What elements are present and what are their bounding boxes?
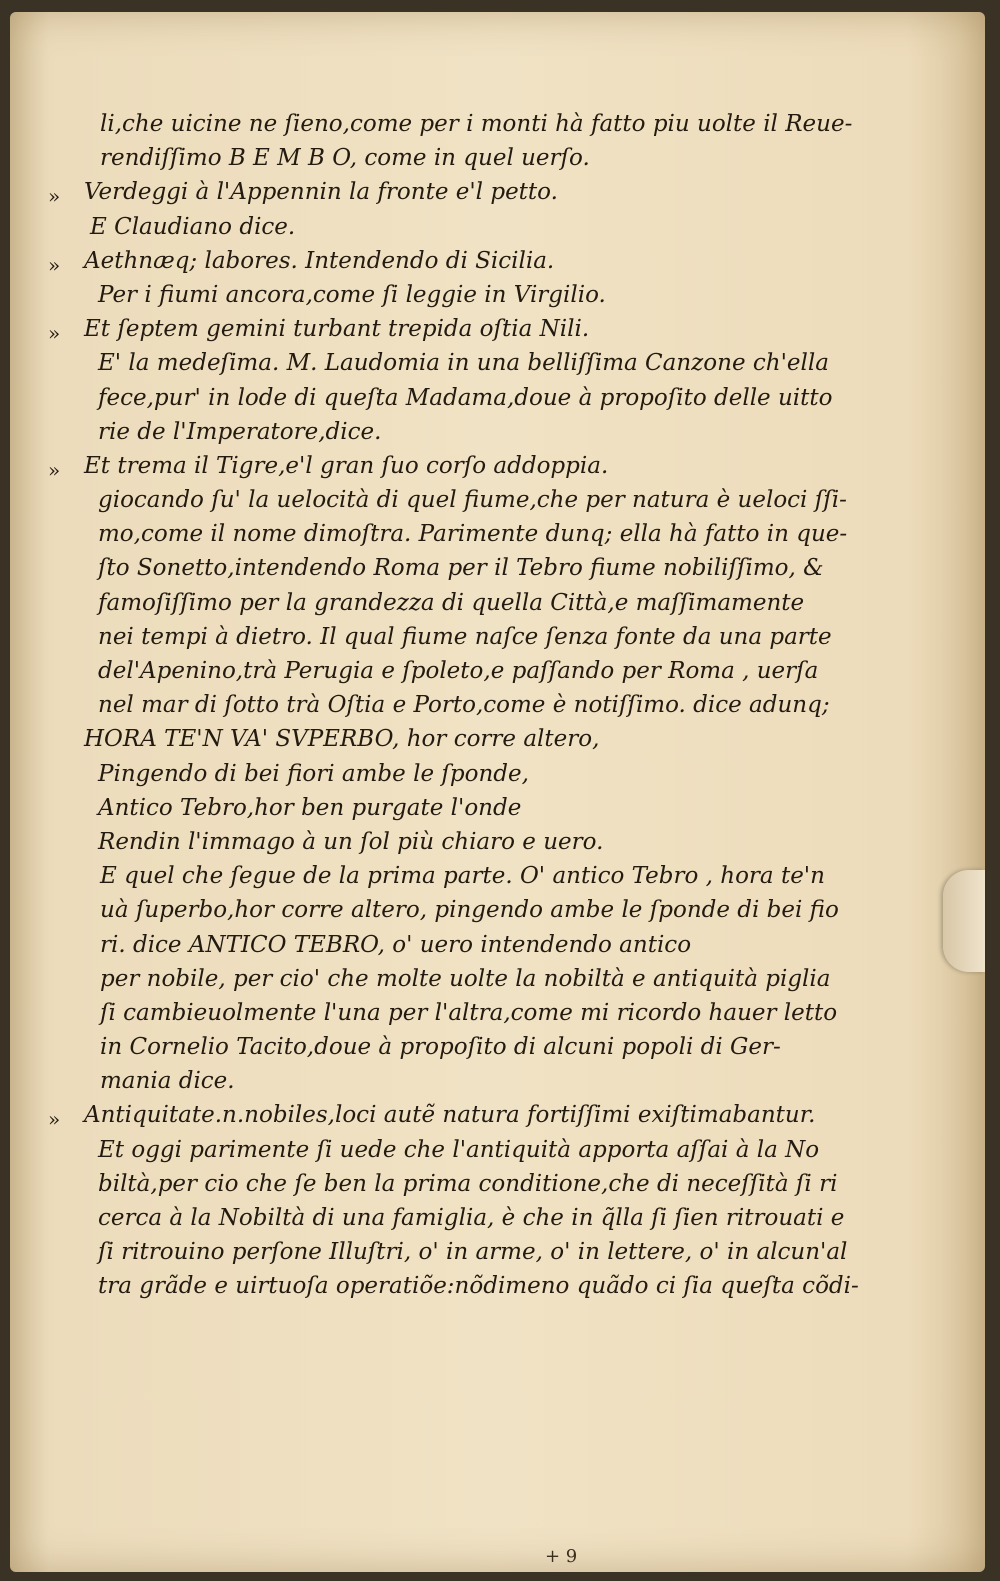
quotation-mark: »: [48, 457, 61, 482]
signature-mark: + 9: [545, 1546, 578, 1567]
quotation-mark: »: [48, 321, 61, 346]
line-text: Aethnæq; labores. Intendendo di Sicilia.: [84, 247, 555, 274]
line-text: fece,pur' in lode di queſta Madama,doue à propoſito delle uitto: [98, 384, 833, 411]
text-line: [72, 107, 853, 141]
text-line: [72, 415, 772, 449]
text-line: [72, 688, 830, 722]
line-text: Et ſeptem gemini turbant trepida oſtia Nili.: [84, 316, 590, 343]
text-line: [72, 1235, 848, 1269]
text-line: [72, 483, 847, 517]
line-text: Et trema il Tigre,e'l gran ſuo corſo addoppia.: [84, 452, 609, 479]
quotation-mark: »: [48, 252, 61, 277]
text-line: [72, 996, 838, 1030]
line-text: del'Apenino,trà Perugia e ſpoleto,e paſſando per Roma , uerſa: [98, 658, 819, 684]
line-text: mo,come il nome dimoſtra. Parimente dunq; ella hà fatto in que-: [98, 521, 848, 548]
text-line: [72, 859, 825, 893]
text-line: [72, 551, 824, 585]
page-text: [48, 107, 859, 1304]
line-text: rendiſſimo B E M B O, come in quel uerſo.: [100, 145, 590, 172]
text-line: [72, 141, 772, 175]
quotation-mark: »: [48, 1107, 61, 1132]
line-text: E' la medeſima. M. Laudomia in una belliſſima Canzone ch'ella: [98, 350, 829, 377]
text-line: [72, 893, 839, 927]
text-line: [72, 517, 848, 551]
line-text: Pingendo di bei fiori ambe le ſponde,: [98, 760, 529, 787]
line-text: in Cornelio Tacito,doue à propoſito di alcuni popoli di Ger-: [100, 1034, 781, 1061]
line-text: li,che uicine ne ſieno,come per i monti hà fatto piu uolte il Reue-: [100, 111, 853, 137]
text-line: [48, 449, 772, 483]
text-line: [48, 1098, 816, 1132]
line-text: per nobile, per cio' che molte uolte la nobiltà e antiquità piglia: [100, 965, 831, 992]
quotation-mark: »: [48, 184, 61, 209]
text-line: [72, 278, 772, 312]
line-text: E quel che ſegue de la prima parte. O' antico Tebro , hora te'n: [100, 863, 825, 890]
line-text: ſto Sonetto,intendendo Roma per il Tebro fiume nobiliſſimo, &: [98, 555, 824, 582]
text-line: [72, 722, 772, 756]
line-text: Per i fiumi ancora,come ſi leggie in Virgilio.: [98, 281, 606, 308]
text-line: [48, 244, 772, 278]
text-line: [72, 825, 772, 859]
text-line: [72, 654, 819, 688]
line-text: Et oggi parimente ſi uede che l'antiquità apporta aſſai à la No: [98, 1136, 820, 1163]
text-line: [72, 210, 772, 244]
page-tab: [943, 870, 985, 972]
text-line: [48, 175, 772, 209]
text-line: [72, 1064, 772, 1098]
line-text: ri. dice ANTICO TEBRO, o' uero intendendo antico: [100, 931, 692, 958]
line-text: Verdeggi à l'Appennin la fronte e'l petto.: [84, 179, 558, 206]
text-line: [72, 1030, 781, 1064]
text-line: [72, 757, 772, 791]
line-text: nel mar di ſotto trà Oſtia e Porto,come è notiſſimo. dice adunq;: [98, 692, 830, 719]
line-text: tra grãde e uirtuoſa operatiõe:nõdimeno quãdo ci ſia queſta cõdi-: [98, 1273, 859, 1300]
line-text: cerca à la Nobiltà di una famiglia, è che in q̃lla ſi ſien ritrouati e: [98, 1205, 845, 1231]
text-line: [72, 928, 772, 962]
line-text: biltà,per cio che ſe ben la prima conditione,che di neceſſità ſi ri: [98, 1170, 838, 1197]
line-text: Antico Tebro,hor ben purgate l'onde: [98, 794, 522, 821]
line-text: E Claudiano dice.: [90, 213, 296, 240]
line-text: ſi cambieuolmente l'una per l'altra,come mi ricordo hauer letto: [100, 999, 838, 1026]
line-text: nei tempi à dietro. Il qual fiume naſce ſenza fonte da una parte: [98, 623, 832, 650]
text-line: [72, 962, 831, 996]
text-line: [72, 1269, 859, 1303]
line-text: Rendin l'immago à un ſol più chiaro e uero.: [98, 828, 604, 855]
text-line: [48, 312, 772, 346]
line-text: rie de l'Imperatore,dice.: [98, 418, 382, 445]
line-text: HORA TE'N VA' SVPERBO, hor corre altero,: [84, 726, 600, 753]
text-line: [72, 1133, 820, 1167]
text-line: [72, 1201, 845, 1235]
line-text: ſi ritrouino perſone Illuſtri, o' in arme, o' in lettere, o' in alcun'al: [98, 1239, 848, 1266]
text-line: [72, 791, 772, 825]
line-text: uà ſuperbo,hor corre altero, pingendo ambe le ſponde di bei fio: [100, 897, 839, 924]
text-line: [72, 381, 833, 415]
line-text: famoſiſſimo per la grandezza di quella Città,e maſſimamente: [98, 589, 805, 616]
text-line: [72, 620, 832, 654]
text-line: [72, 1167, 838, 1201]
line-text: mania dice.: [100, 1068, 235, 1095]
text-line: [72, 346, 829, 380]
book-page: [10, 12, 985, 1572]
line-text: Antiquitate.n.nobiles,loci autẽ natura fortiſſimi exiſtimabantur.: [84, 1102, 816, 1129]
line-text: giocando ſu' la uelocità di quel fiume,che per natura è ueloci ſſi-: [98, 487, 847, 514]
text-line: [72, 586, 805, 620]
